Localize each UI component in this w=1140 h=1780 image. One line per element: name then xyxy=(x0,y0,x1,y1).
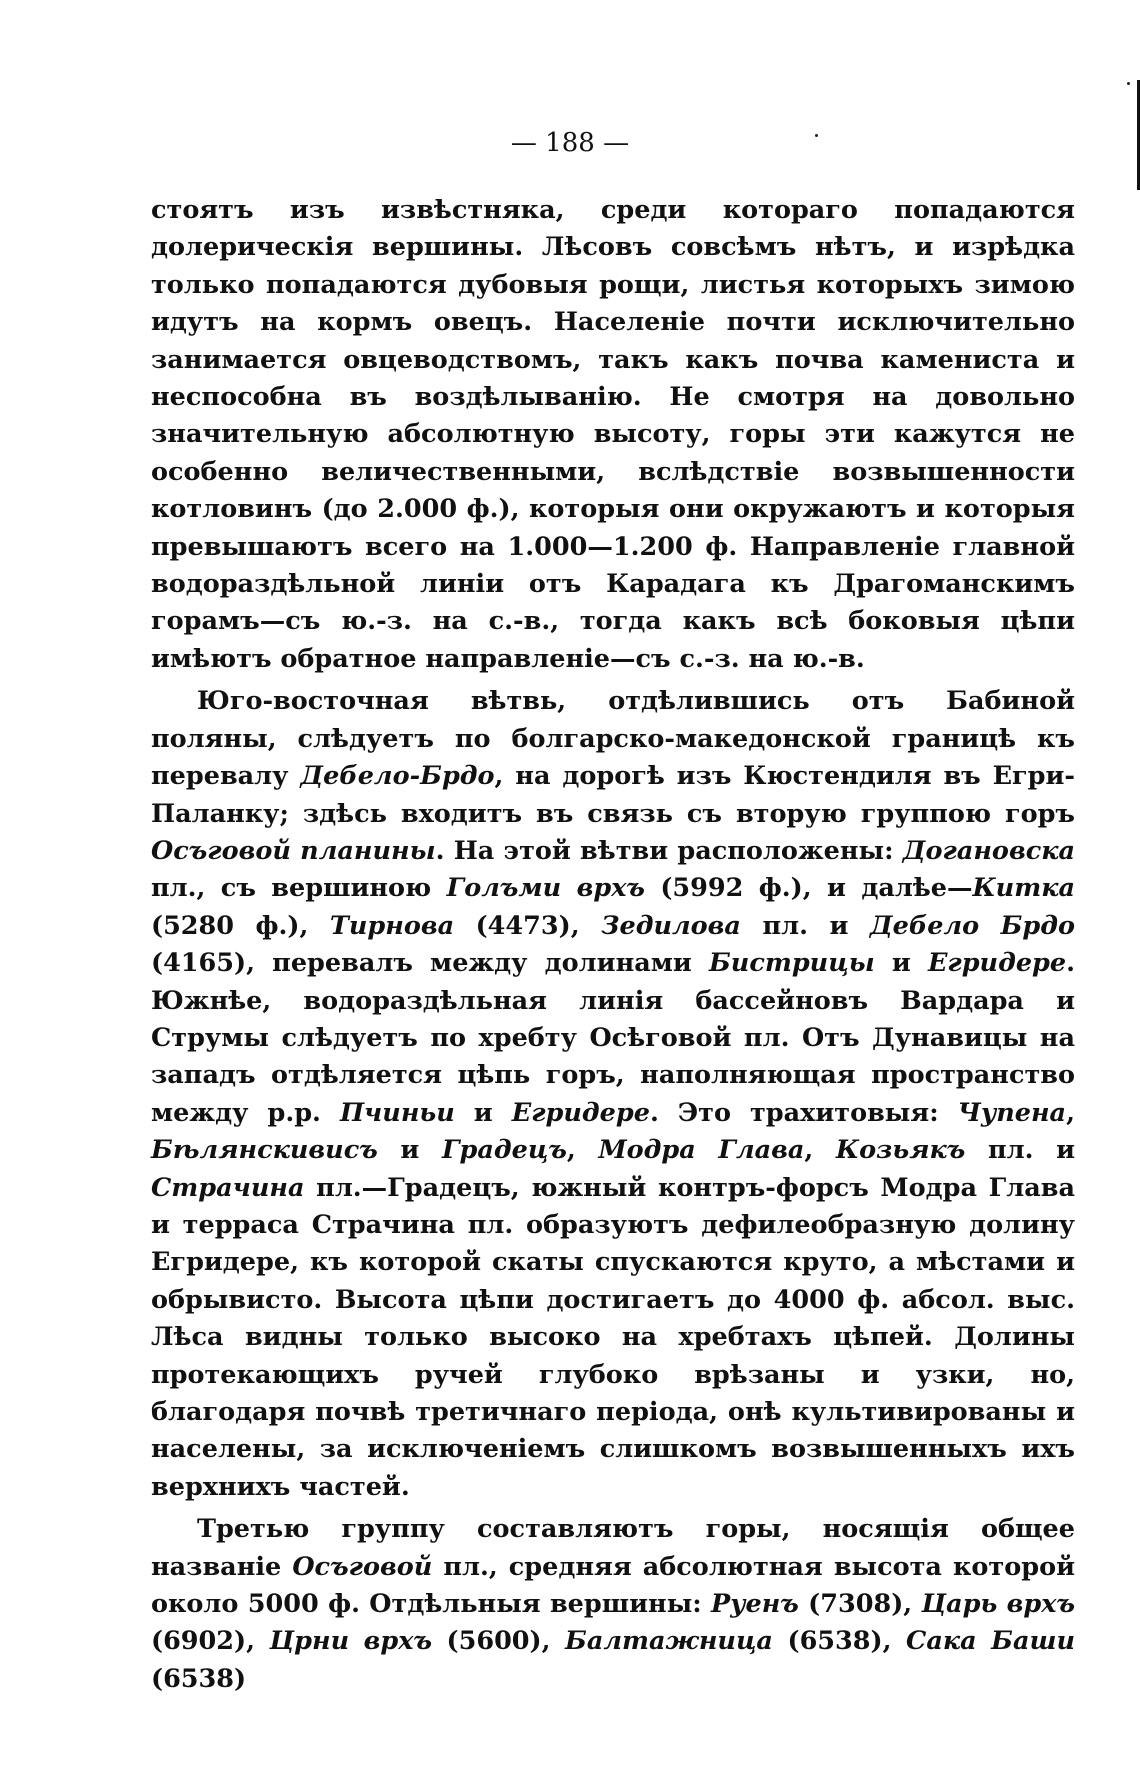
place-name: Царь врхъ xyxy=(921,1589,1075,1620)
text-run: , xyxy=(804,1135,814,1166)
text-run: и xyxy=(874,948,911,979)
place-name: Голъми врхъ xyxy=(446,873,645,904)
text-run: . На этой вѣтви расположены: xyxy=(435,835,894,866)
place-name: Бистрицы xyxy=(709,948,875,979)
text-run: (6538) xyxy=(151,1663,247,1694)
text-run: , на дорогѣ изъ Кюстендиля въ Егри-Паланку; здѣсь входитъ въ связь съ вторую группою горъ xyxy=(151,761,1075,829)
text-run: (6902), xyxy=(151,1626,255,1657)
place-name: Бѣлянскивисъ xyxy=(151,1135,378,1166)
place-name: Зедилова xyxy=(601,910,741,941)
text-run: пл.—Градецъ, южный контръ-форсъ Модра Глава и терраса Страчина пл. образуютъ дефилеобразную долину Егридере, къ которой скаты спускаются круто, а мѣстами и обрывисто. Высота цѣпи достигаетъ до 4000 ф. абсол. выс. Лѣса видны только высоко на хребтахъ цѣпей. Долины протекающихъ ручей глубоко врѣзаны и узки, но, благодаря почвѣ третичнаго періода, онѣ культивированы и населены, за исключеніемъ слишкомъ возвышенныхъ ихъ верхнихъ частей. xyxy=(151,1172,1075,1502)
text-run: (4165), перевалъ между долинами xyxy=(151,948,692,979)
place-name: Градецъ xyxy=(441,1135,567,1166)
paragraph-3 xyxy=(151,1511,1075,1698)
place-name: Егридере xyxy=(927,948,1067,979)
text-run: . Южнѣе, водораздѣльная линія бассейновъ Вардара и Струмы слѣдуетъ по хребту Осѣговой пл. Отъ Дунавицы на западъ отдѣляется цѣпь горъ, наполняющая пространство между р.р. xyxy=(151,948,1075,1128)
text-run: (5600), xyxy=(431,1626,551,1657)
text-run: (5992 ф.), и далѣе— xyxy=(644,873,973,904)
text-run: пл., средняя абсолютная высота которой около 5000 ф. Отдѣльныя вершины: xyxy=(151,1551,1075,1620)
text-run: , xyxy=(566,1135,576,1166)
paragraph-1: стоятъ изъ извѣстняка, среди котораго попадаются долерическія вершины. Лѣсовъ совсѣмъ нѣтъ, и изрѣдка только попадаются дубовыя рощи, листья которыхъ зимою идутъ на кормъ овецъ. Населеніе почти исключительно занимается овцеводствомъ, такъ какъ почва камениста и неспособна въ воздѣлыванію. Не смотря на довольно значительную абсолютную высоту, горы эти кажутся не особенно величественными, вслѣдствіе возвышенности котловинъ (до 2.000 ф.), которыя они окружаютъ и которыя превышаютъ всего на 1.000—1.200 ф. Направленіе главной водораздѣльной линіи отъ Карадага къ Драгоманскимъ горамъ—съ ю.-з. на с.-в., тогда какъ всѣ боковыя цѣпи имѣютъ обратное направленіе—съ с.-з. на ю.-в. xyxy=(151,195,1075,674)
place-name: Козьякъ xyxy=(835,1135,966,1166)
text-run: . Это трахитовыя: xyxy=(649,1097,939,1128)
text-run: пл., съ вершиною xyxy=(151,873,432,904)
place-name: Балтажница xyxy=(565,1626,773,1657)
place-name: Егридере xyxy=(511,1097,650,1128)
place-name: Црни врхъ xyxy=(269,1626,432,1657)
text-run: пл. и xyxy=(965,1135,1075,1166)
paragraph-2 xyxy=(151,683,1075,1506)
place-name: Страчина xyxy=(151,1172,305,1203)
text-run: (7308), xyxy=(798,1589,913,1620)
place-name: Чупена xyxy=(957,1097,1067,1128)
place-name: Дебело Брдо xyxy=(869,910,1075,941)
place-name: Пчиньи xyxy=(339,1097,455,1128)
place-name: Руенъ xyxy=(711,1589,799,1620)
page-number: — 188 — xyxy=(510,128,630,158)
text-run: и xyxy=(377,1135,420,1166)
place-name: Осъговой xyxy=(292,1551,433,1582)
place-name: Доганoвска xyxy=(902,835,1075,866)
place-name: Китка xyxy=(972,873,1075,904)
text-run: (6538), xyxy=(772,1626,892,1657)
text-run: и xyxy=(454,1097,493,1128)
text-run: , xyxy=(1066,1097,1075,1128)
place-name: Дебело-Брдо xyxy=(300,761,495,792)
text-run: (4473), xyxy=(454,910,580,941)
text-run: Юго-восточная вѣтвь, отдѣлившись отъ Бабиной поляны, слѣдуетъ по болгарско-македонской границѣ къ перевалу xyxy=(151,686,1075,792)
place-name: Тирнова xyxy=(329,910,455,941)
text-run: пл. и xyxy=(740,910,849,941)
text-run: Третью группу составляютъ горы, носящія общее названіе xyxy=(151,1514,1075,1582)
place-name: Сака Баши xyxy=(906,1626,1075,1657)
place-name: Осъговой планины xyxy=(151,835,436,866)
text-run: (5280 ф.), xyxy=(151,910,309,941)
body-text xyxy=(151,192,1075,1703)
scan-speck xyxy=(1127,82,1130,85)
place-name: Модра Глава xyxy=(598,1135,805,1166)
